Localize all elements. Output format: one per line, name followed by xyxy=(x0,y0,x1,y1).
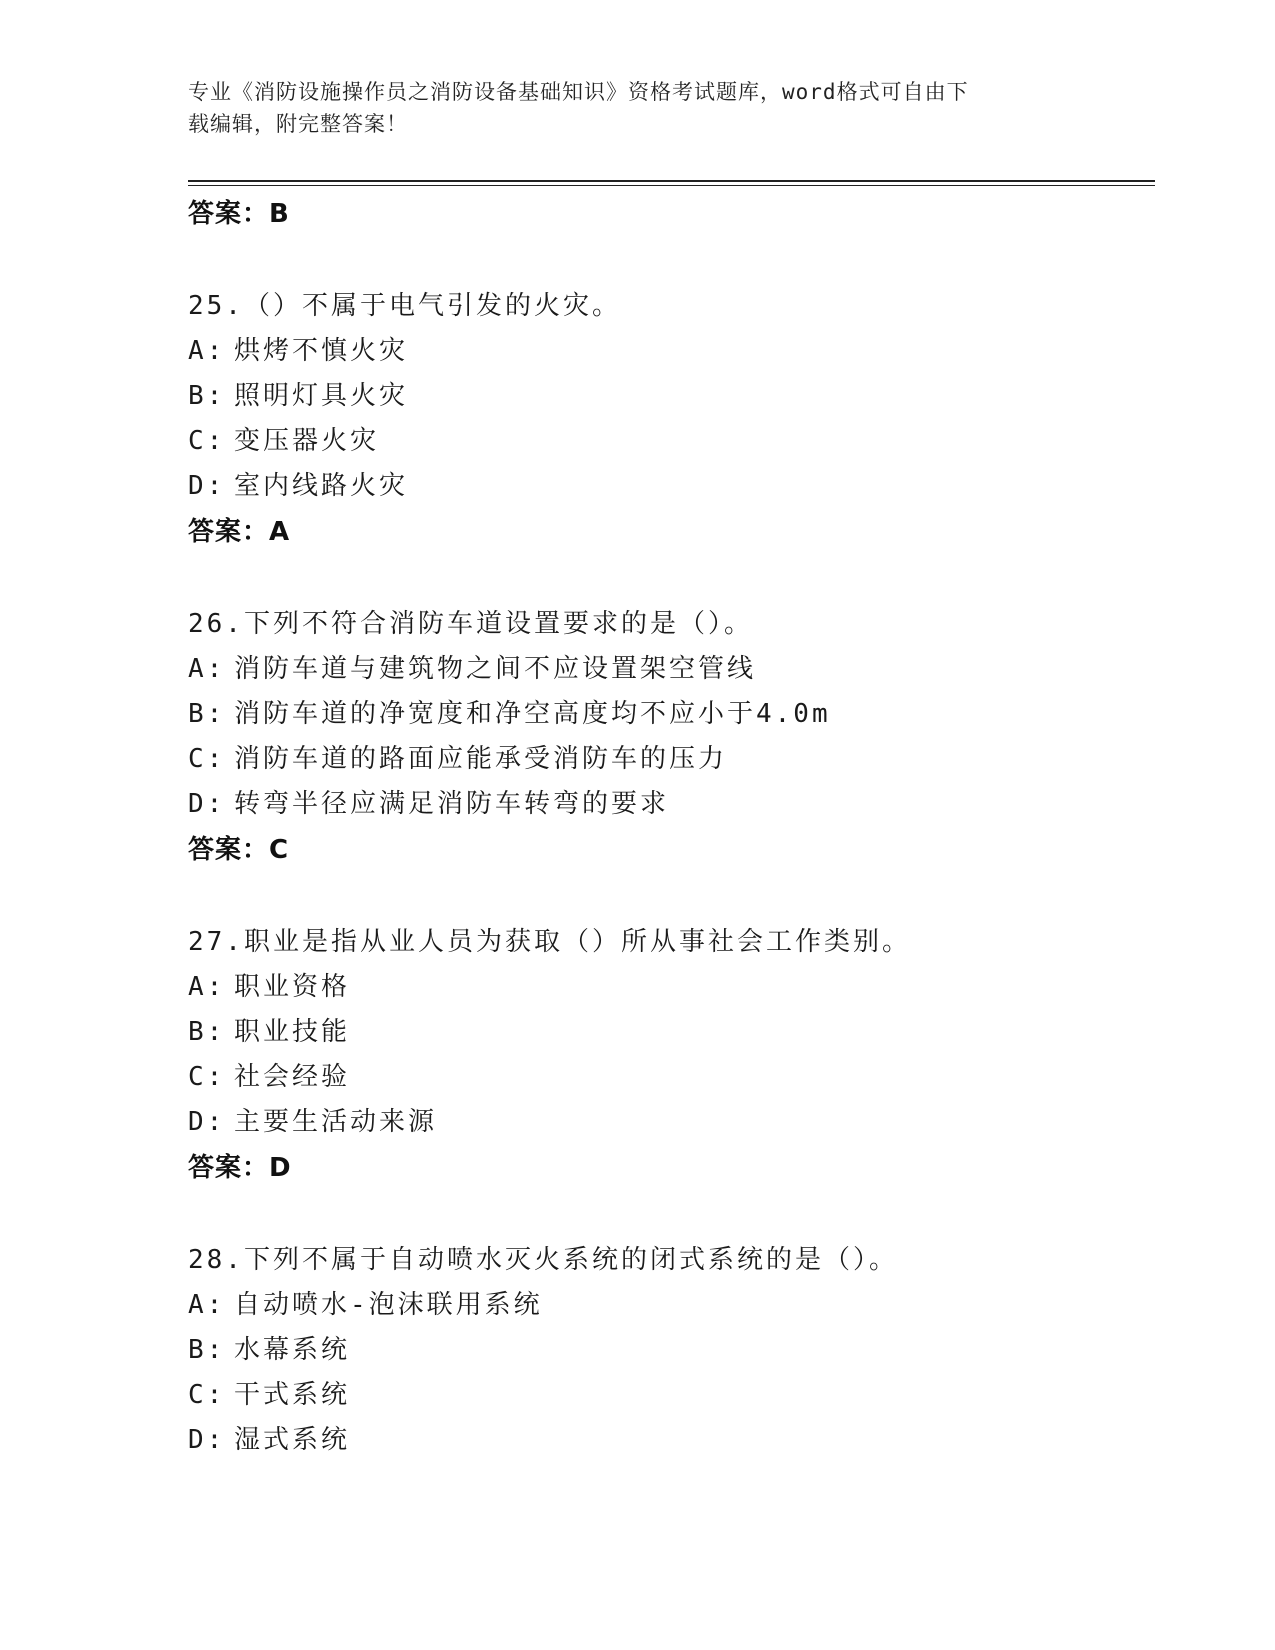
option-a xyxy=(188,647,1148,692)
option-text: 消防车道的净宽度和净空高度均不应小于4.0m xyxy=(234,699,831,729)
option-a xyxy=(188,965,1148,1010)
option-b xyxy=(188,1010,1148,1055)
answer-label: 答案： xyxy=(188,835,270,865)
option-letter: D: xyxy=(188,789,226,819)
option-b xyxy=(188,374,1148,419)
option-text: 干式系统 xyxy=(234,1380,351,1410)
option-text: 照明灯具火灾 xyxy=(234,381,409,411)
option-text: 烘烤不慎火灾 xyxy=(234,336,409,366)
option-c xyxy=(188,419,1148,464)
option-text: 消防车道的路面应能承受消防车的压力 xyxy=(234,744,728,774)
option-text: 职业资格 xyxy=(234,972,351,1002)
answer-label: 答案： xyxy=(188,199,270,229)
answer-value: C xyxy=(269,835,290,865)
question-block-28 xyxy=(188,1237,1148,1463)
option-letter: D: xyxy=(188,471,226,501)
option-text: 社会经验 xyxy=(234,1062,351,1092)
answer-value: A xyxy=(269,517,291,547)
option-d xyxy=(188,1100,1148,1145)
question-stem: 27.职业是指从业人员为获取（）所从事社会工作类别。 xyxy=(188,927,911,957)
option-c xyxy=(188,737,1148,782)
spacer xyxy=(188,1191,1148,1237)
option-letter: C: xyxy=(188,426,226,456)
option-d xyxy=(188,782,1148,827)
spacer xyxy=(188,555,1148,601)
option-c xyxy=(188,1373,1148,1418)
option-text: 自动喷水-泡沫联用系统 xyxy=(234,1290,543,1320)
option-text: 消防车道与建筑物之间不应设置架空管线 xyxy=(234,654,757,684)
option-d xyxy=(188,1418,1148,1463)
option-letter: A: xyxy=(188,972,226,1002)
question-block-25 xyxy=(188,283,1148,555)
option-b xyxy=(188,1328,1148,1373)
option-c xyxy=(188,1055,1148,1100)
option-letter: A: xyxy=(188,336,226,366)
question-list xyxy=(188,191,1148,1463)
header-line-1: 专业《消防设施操作员之消防设备基础知识》资格考试题库，word格式可自由下 xyxy=(188,80,969,104)
option-text: 主要生活动来源 xyxy=(234,1107,438,1137)
option-text: 职业技能 xyxy=(234,1017,351,1047)
header-line-2: 载编辑，附完整答案！ xyxy=(188,112,408,136)
answer-label: 答案： xyxy=(188,1153,270,1183)
option-letter: B: xyxy=(188,381,226,411)
spacer xyxy=(188,237,1148,283)
option-letter: B: xyxy=(188,1335,226,1365)
answer-value: D xyxy=(269,1153,292,1183)
option-letter: C: xyxy=(188,1062,226,1092)
header-rule-thin xyxy=(188,185,1155,186)
answer-value: B xyxy=(269,199,290,229)
answer-label: 答案： xyxy=(188,517,270,547)
option-letter: C: xyxy=(188,1380,226,1410)
option-letter: D: xyxy=(188,1107,226,1137)
option-a xyxy=(188,1283,1148,1328)
option-text: 室内线路火灾 xyxy=(234,471,409,501)
option-letter: B: xyxy=(188,699,226,729)
option-text: 变压器火灾 xyxy=(234,426,380,456)
answer-line xyxy=(188,1145,1148,1191)
spacer xyxy=(188,873,1148,919)
header-rule-thick xyxy=(188,180,1155,182)
option-letter: A: xyxy=(188,1290,226,1320)
option-letter: D: xyxy=(188,1425,226,1455)
option-a xyxy=(188,329,1148,374)
answer-line xyxy=(188,509,1148,555)
question-block-26 xyxy=(188,601,1148,873)
answer-line xyxy=(188,191,1148,237)
option-d xyxy=(188,464,1148,509)
option-text: 湿式系统 xyxy=(234,1425,351,1455)
option-letter: A: xyxy=(188,654,226,684)
option-text: 转弯半径应满足消防车转弯的要求 xyxy=(234,789,670,819)
question-stem: 25.（）不属于电气引发的火灾。 xyxy=(188,291,621,321)
question-block-27 xyxy=(188,919,1148,1191)
document-header xyxy=(188,76,1068,140)
option-letter: C: xyxy=(188,744,226,774)
option-text: 水幕系统 xyxy=(234,1335,351,1365)
answer-line xyxy=(188,827,1148,873)
option-b xyxy=(188,692,1148,737)
question-stem: 28.下列不属于自动喷水灭火系统的闭式系统的是（）。 xyxy=(188,1245,898,1275)
question-stem: 26.下列不符合消防车道设置要求的是（）。 xyxy=(188,609,753,639)
option-letter: B: xyxy=(188,1017,226,1047)
